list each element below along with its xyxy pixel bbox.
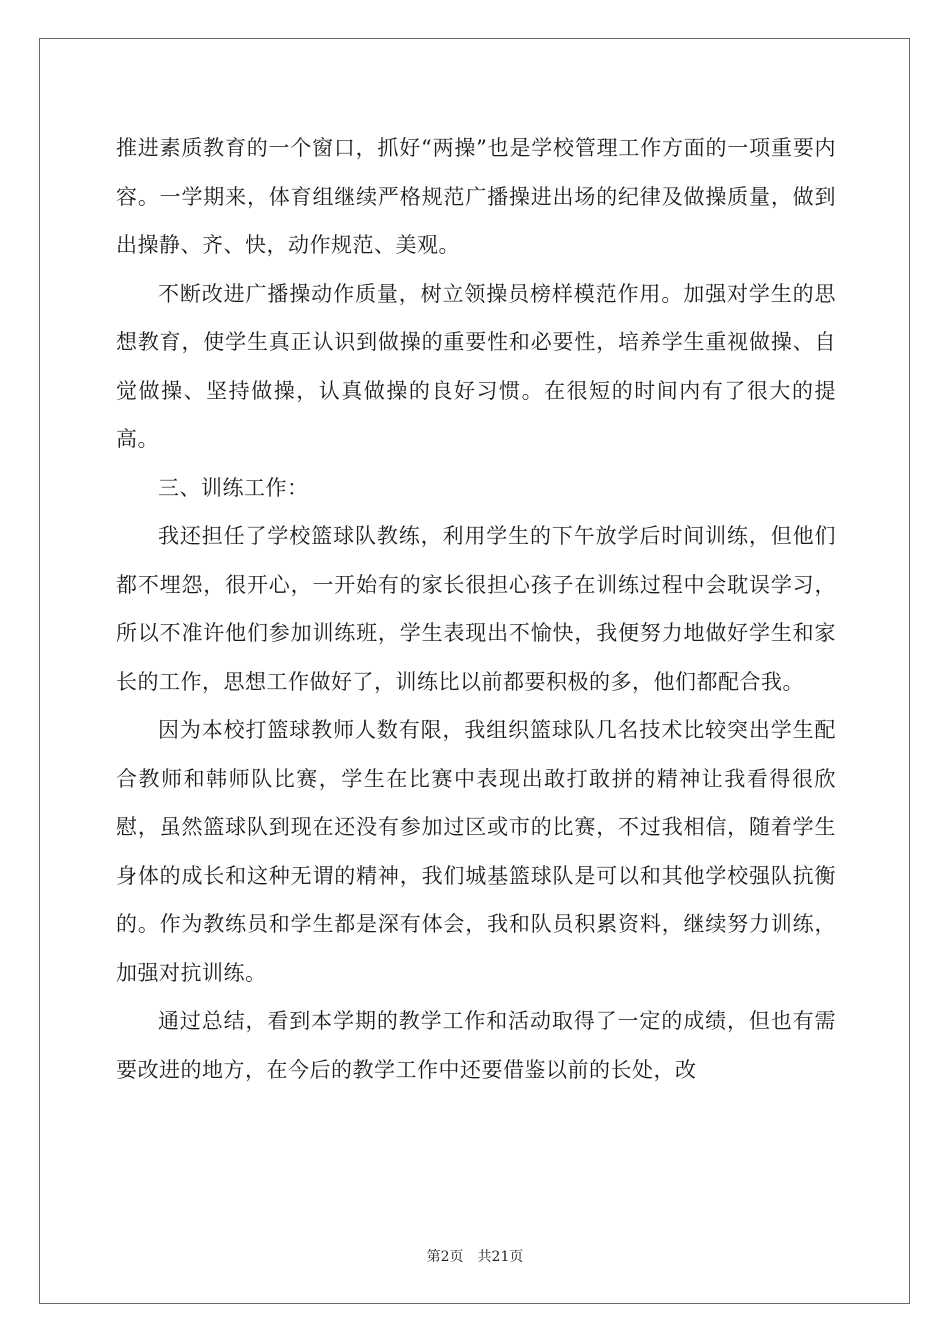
page-number: 第2页	[426, 1249, 464, 1265]
page-footer	[0, 1246, 950, 1266]
paragraph: 通过总结，看到本学期的教学工作和活动取得了一定的成绩，但也有需要改进的地方，在今后的教学工作中还要借鉴以前的长处，改	[116, 1009, 836, 1082]
section-heading: 三、训练工作：	[158, 475, 309, 500]
paragraph: 因为本校打篮球教师人数有限，我组织篮球队几名技术比较突出学生配合教师和韩师队比赛，学生在比赛中表现出敢打敢拼的精神让我看得很欣慰，虽然篮球队到现在还没有参加过区或市的比赛，不过我相信，随着学生身体的成长和这种无谓的精神，我们城基篮球队是可以和其他学校强队抗衡的。作为教练员和学生都是深有体会，我和队员积累资料，继续努力训练，加强对抗训练。	[116, 718, 836, 985]
paragraph: 不断改进广播操动作质量，树立领操员榜样模范作用。加强对学生的思想教育，使学生真正认识到做操的重要性和必要性，培养学生重视做操、自觉做操、坚持做操，认真做操的良好习惯。在很短的时间内有了很大的提高。	[116, 281, 836, 451]
paragraph: 推进素质教育的一个窗口，抓好“两操”也是学校管理工作方面的一项重要内容。一学期来，体育组继续严格规范广播操进出场的纪律及做操质量，做到出操静、齐、快，动作规范、美观。	[116, 136, 836, 257]
document-body	[116, 124, 836, 1094]
page-total: 共21页	[477, 1249, 524, 1265]
paragraph: 我还担任了学校篮球队教练，利用学生的下午放学后时间训练，但他们都不埋怨，很开心，一开始有的家长很担心孩子在训练过程中会耽误学习，所以不准许他们参加训练班，学生表现出不愉快，我便努力地做好学生和家长的工作，思想工作做好了，训练比以前都要积极的多，他们都配合我。	[116, 524, 836, 694]
